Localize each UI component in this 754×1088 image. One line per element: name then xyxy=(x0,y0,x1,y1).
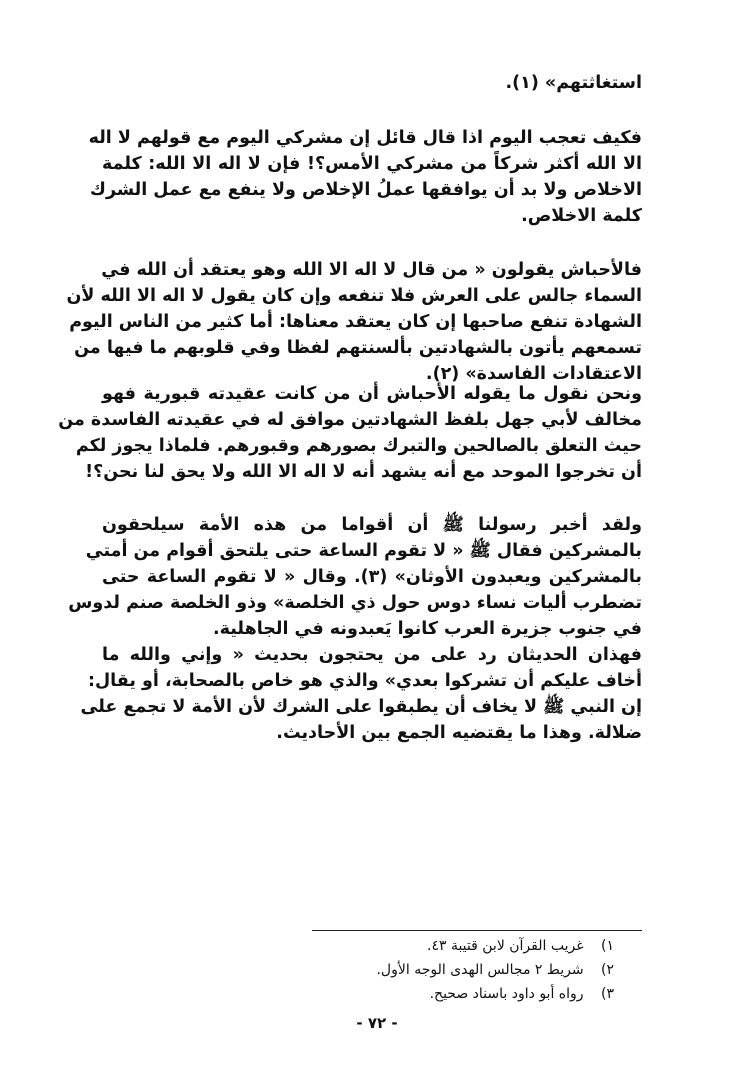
text-line: السماء جالس على العرش فلا تنفعه وإن كان يقول لا اله الا الله لأن xyxy=(66,286,642,306)
footnote-text: رواه أبو داود باسناد صحيح. xyxy=(429,986,584,1002)
footnote xyxy=(430,984,614,1004)
text-line: تسمعهم يأتون بالشهادتين بألسنتهم لفظا وفي قلوبهم ما فيها من xyxy=(74,338,642,358)
text-line: الشهادة تنفع صاحبها إن كان يعتقد معناها: أما كثير من الناس اليوم xyxy=(69,312,642,332)
footnote xyxy=(427,936,614,956)
text-line: أخاف عليكم أن تشركوا بعدي» والذي هو خاص بالصحابة، أو يقال: xyxy=(87,671,642,691)
text-line: فكيف تعجب اليوم اذا قال قائل إن مشركي اليوم مع قولهم لا اله xyxy=(88,128,642,148)
text-line: استغاثتهم» (١). xyxy=(505,73,642,93)
footnote xyxy=(376,960,614,980)
text-line: حيث التعلق بالصالحين والتبرك بصورهم وقبورهم. فلماذا يجوز لكم xyxy=(75,436,642,456)
text-line: بالمشركين فقال ﷺ « لا تقوم الساعة حتى يلتحق أقوام من أمتي xyxy=(85,541,642,561)
text-line: فهذان الحديثان رد على من يحتجون بحديث « وإني والله ما xyxy=(102,645,642,665)
text-line: مخالف لأبي جهل بلفظ الشهادتين موافق له في عقيدته الفاسدة من xyxy=(58,410,642,430)
text-line: الاعتقادات الفاسدة» (٢). xyxy=(425,364,642,384)
text-line: إن النبي ﷺ لا يخاف أن يطبقوا على الشرك لأن الأمة لا تجمع على xyxy=(80,697,642,717)
text-line: بالمشركين ويعبدون الأوثان» (٣). وقال « لا تقوم الساعة حتى xyxy=(102,567,643,587)
footnote-number: ١) xyxy=(601,938,614,954)
text-line: كلمة الاخلاص. xyxy=(521,206,642,226)
footnote-divider xyxy=(312,930,642,931)
footnote-text: غريب القرآن لابن قتيبة ٤٣. xyxy=(427,938,584,954)
footnote-number: ٢) xyxy=(601,962,614,978)
page-number: - ٧٢ - xyxy=(356,1014,398,1032)
text-line: في جنوب جزيرة العرب كانوا يَعبدونه في الجاهلية. xyxy=(213,619,642,639)
text-line: تضطرب أليات نساء دوس حول ذي الخلصة» وذو الخلصة صنم لدوس xyxy=(68,593,642,613)
text-line: ونحن نقول ما يقوله الأحباش أن من كانت عقيدته قبورية فهو xyxy=(102,384,642,404)
text-line: ضلالة. وهذا ما يقتضيه الجمع بين الأحاديث. xyxy=(276,723,642,743)
text-line: ولقد أخبر رسولنا ﷺ أن أقواما من هذه الأمة سيلحقون xyxy=(102,515,642,535)
footnote-text: شريط ٢ مجالس الهدى الوجه الأول. xyxy=(376,962,584,978)
text-line: أن تخرجوا الموحد مع أنه يشهد أنه لا اله الا الله ولا يحق لنا نحن؟! xyxy=(85,462,642,482)
text-line: الا الله أكثر شركاً من مشركي الأمس؟! فإن لا اله الا الله: كلمة xyxy=(102,154,642,174)
text-line: الاخلاص ولا بد أن يوافقها عملُ الإخلاص ولا ينفع مع عمل الشرك xyxy=(89,180,642,200)
footnote-number: ٣) xyxy=(601,986,614,1002)
text-line: فالأحباش يقولون « من قال لا اله الا الله وهو يعتقد أن الله في xyxy=(101,260,642,280)
